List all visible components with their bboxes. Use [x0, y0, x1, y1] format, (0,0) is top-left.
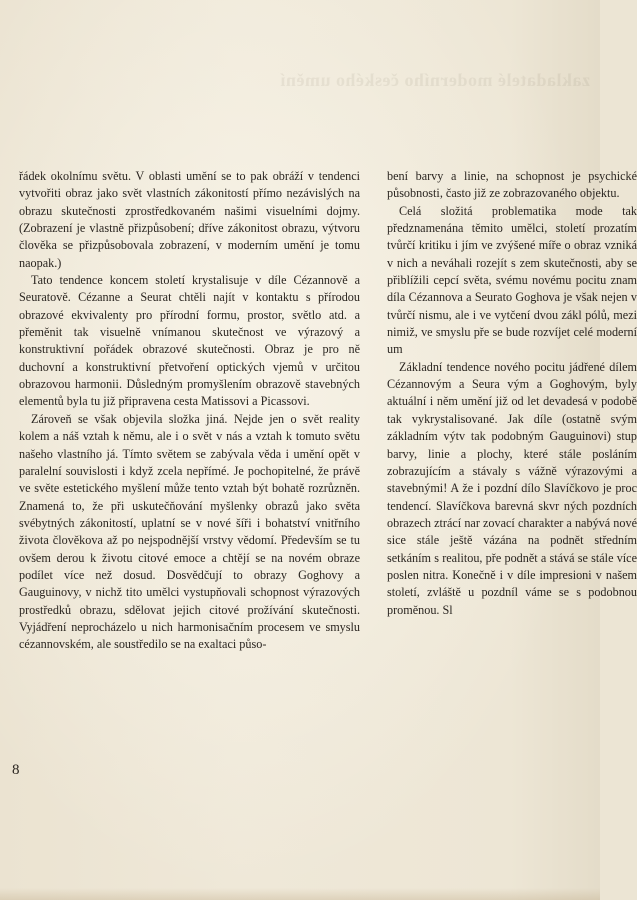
page-edge-shadow: [0, 888, 600, 900]
paragraph: Tato tendence koncem století krystalisuje v díle Cézannově a Seuratově. Cézanne a Seurat chtěli najít v kontaktu s přírodou obrazové ekvivalenty pro přírodní formu, prostor, světlo atd. a přeměnit tak visuelně vnímanou skutečnost ve výrazový a konstruktivní pořádek obrazové skutečnosti. Obraz je pro ně duchovní a konstruktivní přetvoření optických vjemů v určitou obrazovou harmonii. Důsledným promyšlením obrazově stavebných elementů byla tu již připravena cesta Matissovi a Picassovi.: [19, 273, 360, 409]
paragraph: Základní tendence nového pocitu jádřené dílem Cézannovým a Seura vým a Goghovým, byly aktuální i něm umění již od let devadesá v podobě tak vykrystalisované. Jak díle (ostatně svým základním výtv tak podobným Gauguinovi) stup barvy, linie a plochy, které stále posláním zobrazujícím a stávaly s vážně výrazovými a stavebnými! A že i pozdní dílo Slavíčkovo je proc tendencí. Slavíčkova barevná skvr ných pozdních obrazech ztrácí nar zovací charakter a nabývá nové sice stále ještě vázána na podnět středním setkáním s realitou, pře podnět a stává se stále více poslen nitra. Konečně i v díle impresioni v našem století, zvláště u pozdníl váme se s podobnou proměnou. Sl: [387, 359, 637, 617]
show-through-heading: zakladatelé moderního českého umění: [280, 70, 590, 90]
paragraph: Celá složitá problematika mode tak předznamenána těmito umělci, století prozatím tvůrčí kritiku i jím ve zvýšené míře o obraz vzniká v nich a neváhali rozejít s zem skutečnosti, aby se přiblížili cepcí světa, svému novému pocitu znam díla Cézannova a Seurato Goghova je však nejen v tvůrčí nismu, ale i ve vytčení dvou zákl pólů, mezi nimiž, ve smyslu pře se bude rozvíjet celé moderní um: [387, 203, 637, 357]
left-text-column: [19, 168, 360, 654]
right-text-column: [387, 168, 637, 619]
page-number: 8: [12, 762, 20, 778]
paragraph: řádek okolnímu světu. V oblasti umění se to pak obráží v tendenci vytvořiti obraz jako svět vlastních zákonitostí přímo nezávislých na obrazu skutečnosti zprostředkovaném našimi visuelními dojmy. (Zobrazení je vlastně přizpůsobení; dříve zákonitost obrazu, výtvoru člověka se přizpůsobovala zobrazení, v moderním umění je tomu naopak.): [19, 169, 360, 270]
paragraph: bení barvy a linie, na schopnost je psychické působnosti, často již ze zobrazovaného objektu.: [387, 169, 637, 201]
paragraph: Zároveň se však objevila složka jiná. Nejde jen o svět reality kolem a náš vztah k němu, ale i o svět v nás a vztah k tomuto světu našeho vlastního já. Tímto světem se zabývala věda i umění opět v paralelní souvislosti i když zcela nepřímé. Je pochopitelné, že právě ve světe estetického myšlení může tento vztah být bohatě rozrůzněn. Znamená to, že při uskutečňování myšlenky obrazů jako světa svébytných zákonitostí, uplatní se v nové šíři i bohatství vnitřního života člověkova až po nejspodnější vrstvy vědomí. Především se tu ovšem derou k životu citové emoce a chtějí se na novém obraze podílet více než dosud. Dosvědčují to obrazy Goghovy a Gauguinovy, v nichž tito umělci vystupňovali schopnost výrazových prostředků obrazu, sdělovat jejich citové prožívání skutečnosti. Vyjádření neprocházelo u nich harmonisačním procesem ve smyslu cézannovském, ale soustředilo se na exaltaci půso-: [19, 411, 360, 652]
